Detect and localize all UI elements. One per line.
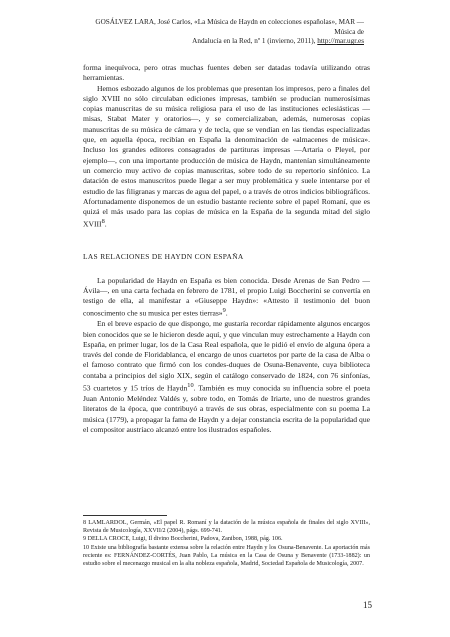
footnote-8: 8 LAMLARDOL, Germán, «El papel R. Romaní y la datación de la música española de finales del siglo XVIII», Revista de Musicología, XXVII/2 (2004), págs. 699-741.: [83, 520, 370, 535]
footnotes: [83, 519, 370, 568]
footnote-ref-10[interactable]: 10: [187, 382, 194, 390]
article-body: [83, 63, 370, 435]
paragraph-haydn-popularity: La popularidad de Haydn en España es bien conocida. Desde Arenas de San Pedro —Ávila—, en una carta fechada en febrero de 1781, el propio Luigi Boccherini se convertía en testigo de ella, al manifestar a «Giuseppe Haydn»: «Attesto il testimonio del buon conoscimento che su musica per estes tierras»$^9$.: [83, 275, 370, 318]
footnote-ref-9[interactable]: 9: [222, 307, 226, 315]
header-journal-link[interactable]: http://mar.ugr.es: [317, 37, 364, 46]
footnote-separator: [83, 515, 167, 516]
footnote-ref-8[interactable]: 8: [101, 218, 105, 226]
header-citation-line2: [80, 37, 364, 47]
footnote-10: 10 Existe una bibliografía bastante extensa sobre la relación entre Haydn y los Osuna-Benavente. La aportación más reciente es: FERNÁNDEZ-CORTÉS, Juan Pablo, La música en la Casa de Osuna y Benavente (1733-1882): un estudio sobre el mecenazgo musical en la alta nobleza española, Madrid, Sociedad Española de Musicología, 2007.: [83, 544, 370, 568]
paragraph-text: Hemos esbozado algunos de los problemas que presentan los impresos, pero a finales del siglo XVIII no sólo circulaban ediciones impresas, también se producían numerosísimas copias manuscritas de su música religiosa para el uso de las instituciones eclesiásticas —misas, Stabat Mater y oratorios—, y se comercializaban, además, numerosas copias manuscritas de su música de cámara y de tecla, que se vendían en las tiendas especializadas que, en aquella época, recibían en España la denominación de «almacenes de música». Incluso los grandes editores consagrados de partituras impresas —Artaria o Pleyel, por ejemplo—, con una importante producción de música de Haydn, mantenían simultáneamente un comercio muy activo de copias manuscritas, sobre todo de su repertorio sinfónico. La datación de estos manuscritos puede llegar a ser muy problemática y suele intentarse por el estudio de las filigranas y marcas de agua del papel, o a través de otros indicios bibliográficos. Afortunadamente disponemos de un estudio bastante reciente sobre el papel Romaní, que es quizá el más usado para las copias de música en la España de la segunda mitad del siglo XVIII: [83, 83, 370, 229]
paragraph-commissions: [83, 319, 370, 435]
paragraph-text-continued: . También es muy conocida su influencia sobre el poeta Juan Antonio Meléndez Valdés y, sobre todo, en Tomás de Iriarte, uno de nuestros grandes literatos de la época, que contribuyó a través de sus obras, especialmente con su poema La música (1779), a propagar la fama de Haydn y a dejar constancia escrita de la popularidad que el compositor austríaco alcanzó entre los ilustrados españoles.: [83, 383, 370, 434]
running-header: [80, 18, 364, 47]
paragraph-continuation: forma inequívoca, pero otras muchas fuentes deben ser datadas todavía utilizando otras herramientas.: [83, 63, 370, 83]
paragraph-text: En el breve espacio de que dispongo, me gustaría recordar rápidamente algunos encargos bien conocidos que se le hicieron desde aquí, y que vinculan muy estrechamente a Haydn con España, en primer lugar, los de la Casa Real española, que le pidió el envío de alguna ópera a través del conde de Floridablanca, el encargo de unos cuartetos por parte de la casa de Alba o el famoso contrato que firmó con los condes-duques de Osuna-Benavente, cuya biblioteca contaba a principios del siglo XIX, según el catálogo conservado de 1824, con 76 sinfonías, 53 cuartetos y 15 tríos de Haydn: [83, 319, 370, 393]
header-journal-issue: Andalucía en la Red, nº 1 (invierno, 2011),: [192, 37, 318, 46]
header-citation-line1: GOSÁLVEZ LARA, José Carlos, «La Música de Haydn en colecciones españolas», MAR — Música de: [95, 18, 364, 36]
page-number: 15: [363, 600, 372, 610]
section-heading: LAS RELACIONES DE HAYDN CON ESPAÑA: [83, 252, 244, 262]
footnote-9: 9 DELLA CROCE, Luigi, Il divino Boccherini, Padova, Zanibon, 1988, pág. 106.: [83, 536, 283, 543]
paragraph-manuscript-copies: Hemos esbozado algunos de los problemas que presentan los impresos, pero a finales del siglo XVIII no sólo circulaban ediciones impresas, también se producían numerosísimas copias manuscritas de su música religiosa para el uso de las instituciones eclesiásticas —misas, Stabat Mater y oratorios—, y se comercializaban, además, numerosas copias manuscritas de su música de cámara y de tecla, que se vendían en las tiendas especializadas que, en aquella época, recibían en España la denominación de «almacenes de música». Incluso los grandes editores consagrados de partituras impresas —Artaria o Pleyel, por ejemplo—, con una importante producción de música de Haydn, mantenían simultáneamente un comercio muy activo de copias manuscritas, sobre todo de su repertorio sinfónico. La datación de estos manuscritos puede llegar a ser muy problemática y suele intentarse por el estudio de las filigranas y marcas de agua del papel, o a través de otros indicios bibliográficos. Afortunadamente disponemos de un estudio bastante reciente sobre el papel Romaní, que es quizá el más usado para las copias de música en la España de la segunda mitad del siglo XVIII$^8$.: [83, 83, 370, 229]
paragraph-text: La popularidad de Haydn en España es bien conocida. Desde Arenas de San Pedro —Ávila—, en una carta fechada en febrero de 1781, el propio Luigi Boccherini se convertía en testigo de ella, al manifestar a «Giuseppe Haydn»: «Attesto il testimonio del buon conoscimento che su musica per estes tierras»: [83, 275, 370, 318]
